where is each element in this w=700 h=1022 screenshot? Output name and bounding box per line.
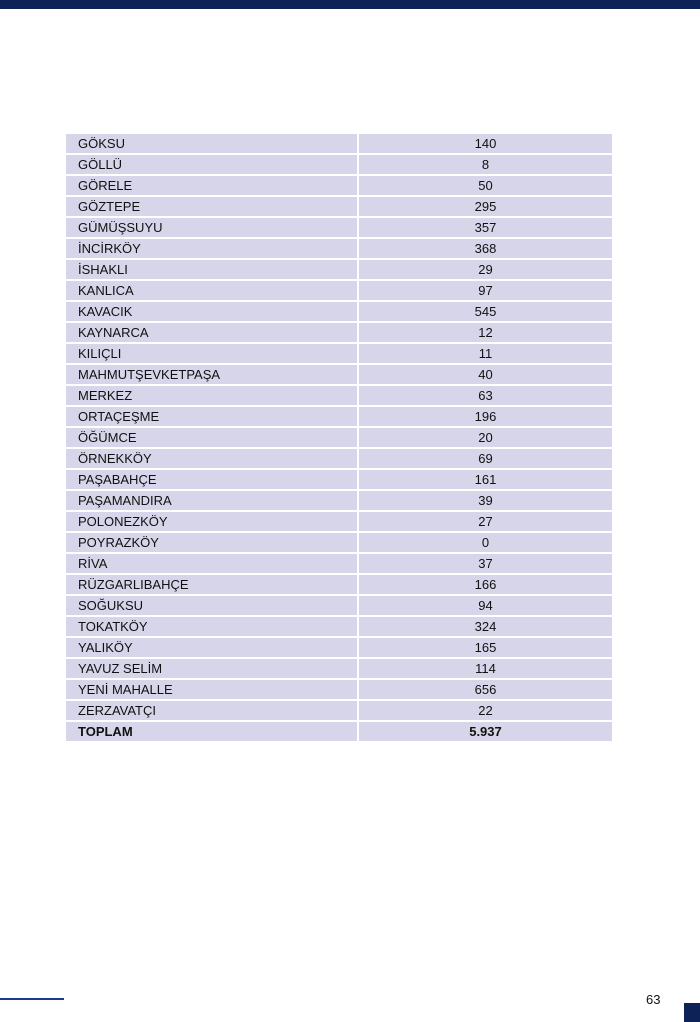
row-value: 324 (358, 616, 612, 637)
row-name: ÖRNEKKÖY (66, 448, 358, 469)
row-value: 368 (358, 238, 612, 259)
table-row (66, 175, 612, 196)
table-row (66, 406, 612, 427)
row-name: KAYNARCA (66, 322, 358, 343)
row-name: KAVACIK (66, 301, 358, 322)
row-name: PAŞABAHÇE (66, 469, 358, 490)
table-row (66, 364, 612, 385)
table-row (66, 217, 612, 238)
table-row (66, 553, 612, 574)
row-name: MAHMUTŞEVKETPAŞA (66, 364, 358, 385)
row-value: 0 (358, 532, 612, 553)
table-row (66, 469, 612, 490)
table-row (66, 134, 612, 154)
row-value: 39 (358, 490, 612, 511)
table-row (66, 448, 612, 469)
row-name: RİVA (66, 553, 358, 574)
table-row (66, 322, 612, 343)
table-row (66, 490, 612, 511)
row-name: TOKATKÖY (66, 616, 358, 637)
row-name: KANLICA (66, 280, 358, 301)
table-row (66, 385, 612, 406)
row-name: GÖKSU (66, 134, 358, 154)
row-name: PAŞAMANDIRA (66, 490, 358, 511)
row-name: POYRAZKÖY (66, 532, 358, 553)
row-value: 357 (358, 217, 612, 238)
row-value: 295 (358, 196, 612, 217)
row-name: GÖLLÜ (66, 154, 358, 175)
header-bar (0, 0, 700, 9)
row-name: İSHAKLI (66, 259, 358, 280)
row-value: 11 (358, 343, 612, 364)
table-row (66, 532, 612, 553)
row-value: 166 (358, 574, 612, 595)
table-row (66, 574, 612, 595)
table-row (66, 280, 612, 301)
row-name: YALIKÖY (66, 637, 358, 658)
row-name: GÖZTEPE (66, 196, 358, 217)
row-name: POLONEZKÖY (66, 511, 358, 532)
table-row (66, 679, 612, 700)
row-value: 27 (358, 511, 612, 532)
row-value: 22 (358, 700, 612, 721)
table-row (66, 427, 612, 448)
row-name: YAVUZ SELİM (66, 658, 358, 679)
table-row (66, 238, 612, 259)
row-value: 545 (358, 301, 612, 322)
row-name: RÜZGARLIBAHÇE (66, 574, 358, 595)
row-name: GÜMÜŞSUYU (66, 217, 358, 238)
row-value: 8 (358, 154, 612, 175)
row-name: GÖRELE (66, 175, 358, 196)
table-row (66, 637, 612, 658)
table-row (66, 343, 612, 364)
row-value: 140 (358, 134, 612, 154)
row-value: 12 (358, 322, 612, 343)
row-name: İNCİRKÖY (66, 238, 358, 259)
table-row (66, 700, 612, 721)
row-value: 656 (358, 679, 612, 700)
total-value: 5.937 (358, 721, 612, 741)
row-name: YENİ MAHALLE (66, 679, 358, 700)
row-name: SOĞUKSU (66, 595, 358, 616)
row-value: 94 (358, 595, 612, 616)
total-label: TOPLAM (66, 721, 358, 741)
row-value: 165 (358, 637, 612, 658)
row-value: 196 (358, 406, 612, 427)
row-value: 37 (358, 553, 612, 574)
table-row (66, 196, 612, 217)
row-value: 114 (358, 658, 612, 679)
table-row (66, 154, 612, 175)
neighborhood-table (66, 134, 612, 741)
table-row (66, 616, 612, 637)
row-value: 50 (358, 175, 612, 196)
table-row (66, 259, 612, 280)
row-name: ZERZAVATÇI (66, 700, 358, 721)
table-row (66, 301, 612, 322)
footer-corner-block (684, 1003, 700, 1022)
row-name: ORTAÇEŞME (66, 406, 358, 427)
total-row (66, 721, 612, 741)
row-value: 40 (358, 364, 612, 385)
row-value: 20 (358, 427, 612, 448)
table-row (66, 595, 612, 616)
row-value: 63 (358, 385, 612, 406)
row-name: KILIÇLI (66, 343, 358, 364)
table-row (66, 658, 612, 679)
row-value: 69 (358, 448, 612, 469)
footer-rule (0, 998, 64, 1000)
row-name: MERKEZ (66, 385, 358, 406)
page-number: 63 (646, 992, 661, 1007)
table-row (66, 511, 612, 532)
row-value: 29 (358, 259, 612, 280)
row-value: 97 (358, 280, 612, 301)
row-name: ÖĞÜMCE (66, 427, 358, 448)
row-value: 161 (358, 469, 612, 490)
